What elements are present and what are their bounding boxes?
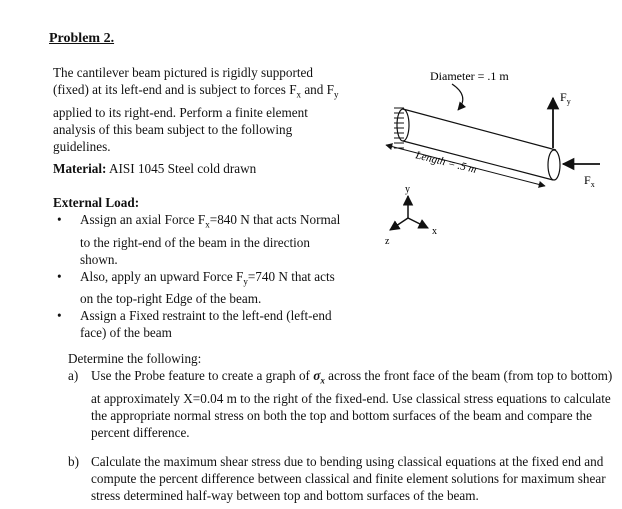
axis-z-label: z — [385, 236, 390, 247]
problem-title: Problem 2. — [49, 31, 115, 46]
external-load-heading: External Load: — [53, 195, 140, 210]
force-fx-label: $F_x$ — [584, 173, 595, 189]
force-fy-label: $F_y$ — [560, 90, 571, 106]
intro-paragraph: The cantilever beam pictured is rigidly supported (fixed) at its left-end and is subject to forces $F_x$ and $F_y$ applied to its right-end. Perform a finite element analysis of this beam subject to the following guidelines. — [53, 65, 339, 154]
question-a — [68, 367, 613, 441]
length-label: Length = .5 m — [414, 149, 478, 177]
question-b — [68, 453, 613, 504]
list-item: • Assign a Fixed restraint to the left-end (left-end face) of the beam — [55, 307, 350, 347]
material-label: Material: — [53, 161, 107, 176]
coordinate-axes — [390, 196, 428, 230]
axis-x-label: x — [432, 226, 437, 237]
question-a-text: Use the Probe feature to create a graph of $\sigma_x$ across the front face of the beam (from top to bottom) at approximately X=0.04 m to the right of the fixed-end. Use classical stress equations to calculate the appropriate normal stress on both the top and bottom surfaces of the beam and compare the percent difference. — [91, 368, 613, 440]
axis-y-label: y — [405, 184, 410, 195]
diameter-arrow-icon — [452, 84, 463, 110]
list-item: • Also, apply an upward Force $F_y=740$ N that acts on the top-right Edge of the beam. — [55, 268, 350, 308]
question-a-label: a) — [68, 368, 79, 383]
material-value: AISI 1045 Steel cold drawn — [106, 161, 257, 176]
question-b-text: Calculate the maximum shear stress due to bending using classical equations at the fixed end and compute the percent difference between classical and finite element solutions for maximum shear stress determined half-way between top and bottom surfaces of the beam. — [91, 454, 606, 503]
question-b-label: b) — [68, 454, 79, 469]
list-item: • Assign an axial Force $F_x=840$ N that acts Normal to the right-end of the beam in the direction shown. — [55, 211, 350, 268]
determine-lead: Determine the following: — [68, 351, 202, 366]
diameter-label: Diameter = .1 m — [430, 69, 509, 83]
